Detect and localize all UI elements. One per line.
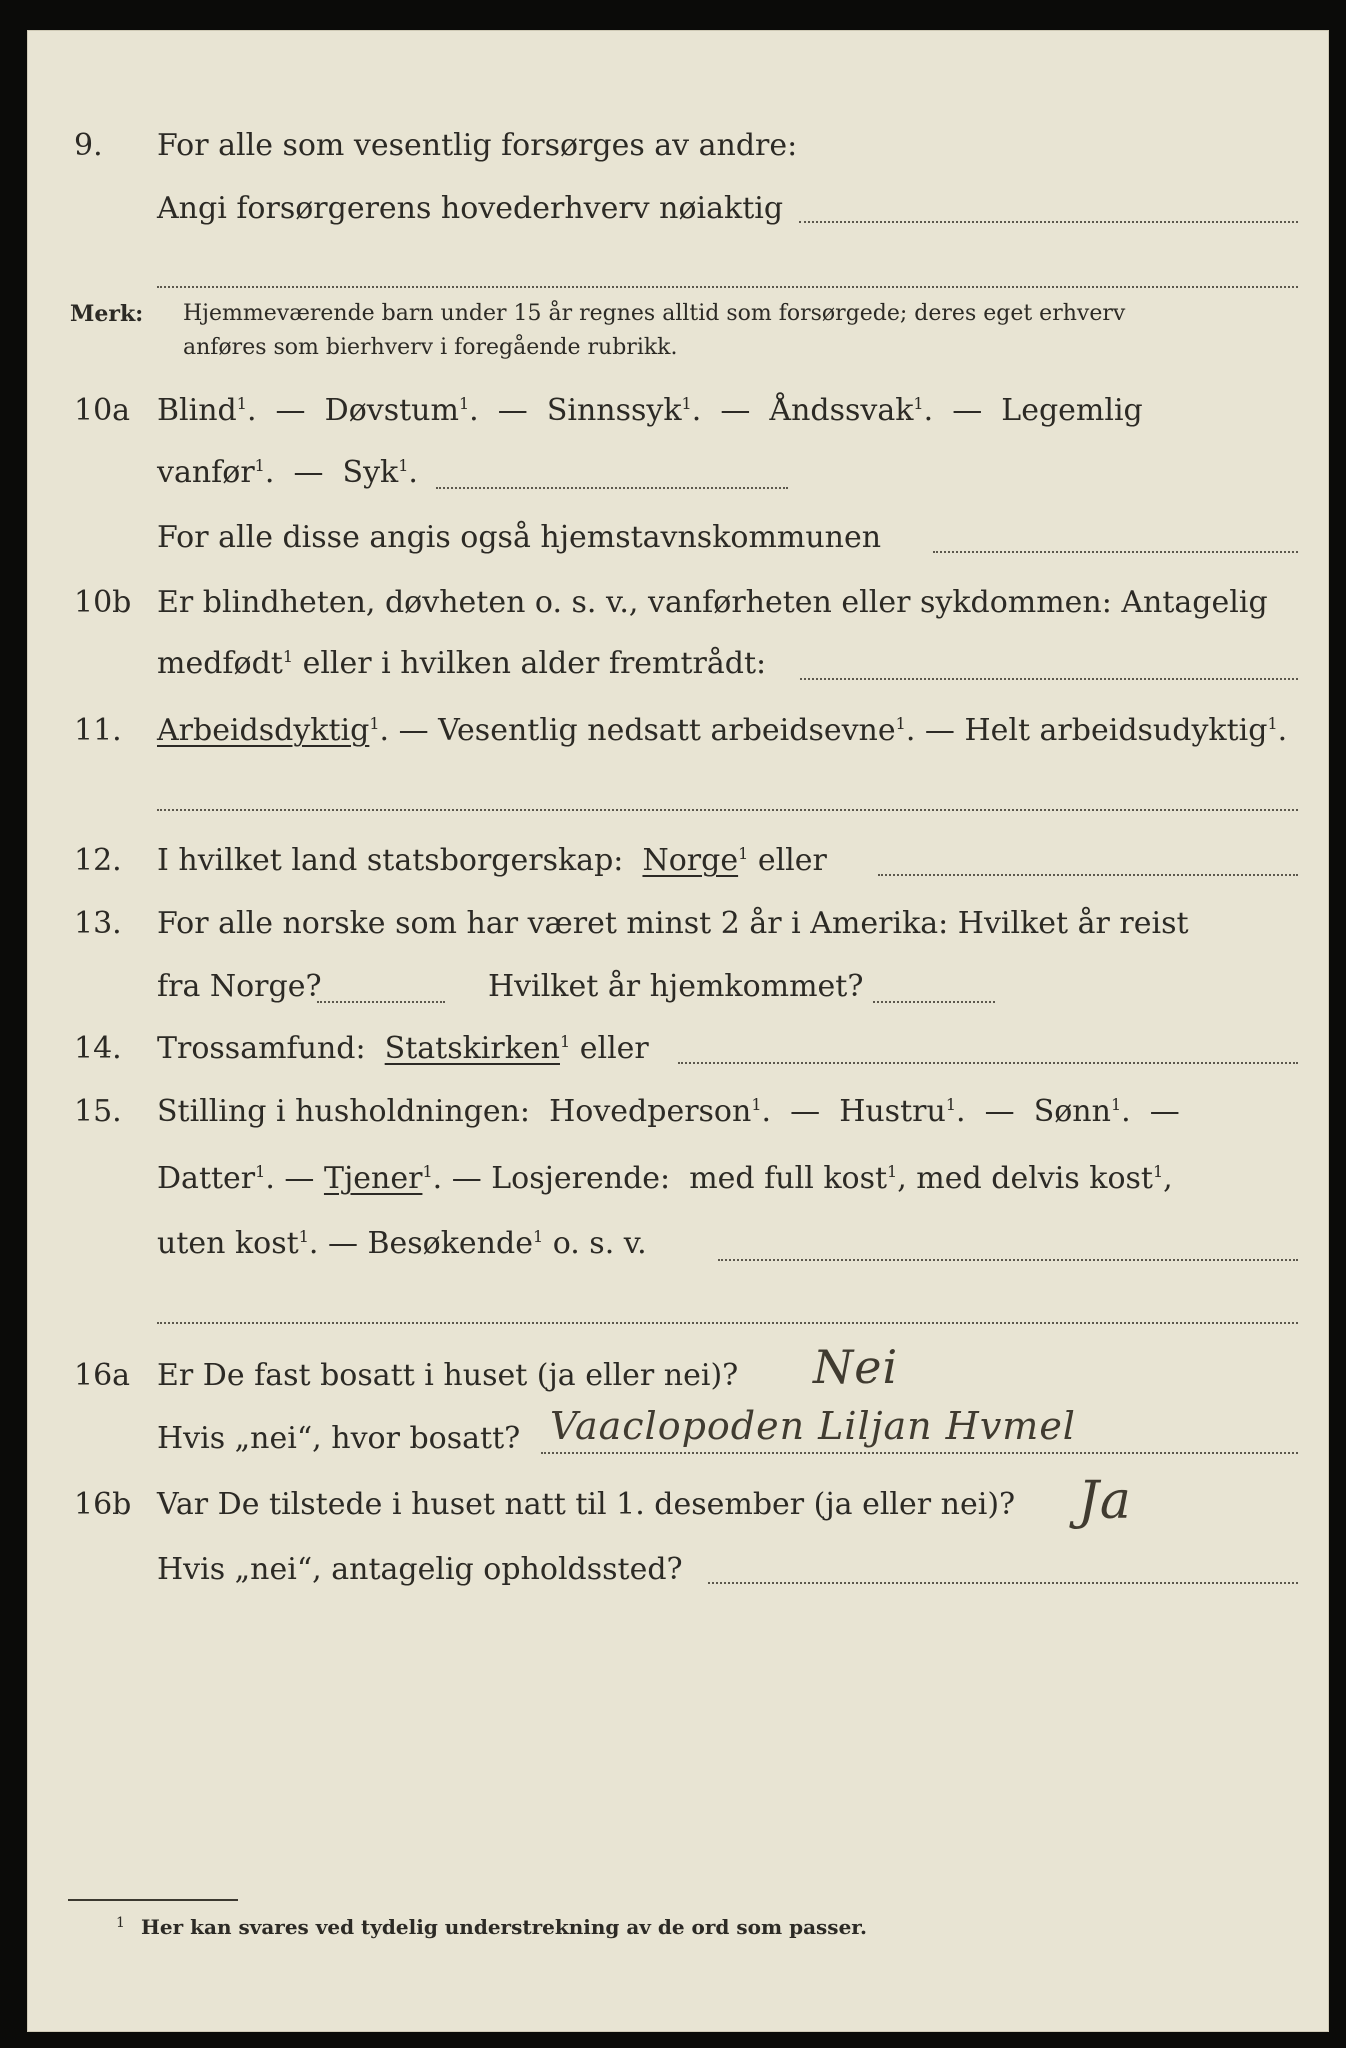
q10a-hjemstavn-line[interactable] <box>933 551 1298 553</box>
option-besokende[interactable]: Besøkende <box>367 1226 533 1261</box>
q15-line1: Stilling i husholdningen: Hovedperson$^1$. — Hustru$^1$. — Sønn$^1$. — <box>157 1094 1180 1129</box>
footnote-marker: 1 <box>116 1915 125 1931</box>
q13-number: 13. <box>74 906 122 941</box>
option-tjener-underlined[interactable]: Tjener <box>323 1161 423 1196</box>
q16a-number: 16a <box>74 1358 131 1393</box>
q11-line: Arbeidsdyktig$^1$. — Vesentlig nedsatt arbeidsevne$^1$. — Helt arbeidsudyktig$^1$. <box>157 713 1288 748</box>
q16a-hvis-nei: Hvis „nei“, hvor bosatt? <box>157 1421 521 1456</box>
option-datter[interactable]: Datter <box>157 1161 256 1196</box>
q16b-question: Var De tilstede i huset natt til 1. desember (ja eller nei)? <box>157 1487 1016 1522</box>
option-vesentlig-nedsatt[interactable]: Vesentlig nedsatt arbeidsevne <box>438 713 896 748</box>
option-vanfor[interactable]: vanfør <box>157 455 255 490</box>
option-uten-kost[interactable]: uten kost <box>157 1226 299 1261</box>
census-form-page <box>27 30 1329 2032</box>
q16a-bosatt-line[interactable] <box>541 1452 1298 1454</box>
q16b-opholdssted-line[interactable] <box>708 1582 1298 1584</box>
q10a-line2: vanfør$^1$. — Syk$^1$. <box>157 455 418 490</box>
q16a-bosatt-handwritten[interactable]: Vaaclopoden Liljan Hvmel <box>550 1404 1076 1448</box>
option-statskirken-underlined[interactable]: Statskirken <box>384 1031 560 1066</box>
option-syk[interactable]: Syk <box>342 455 399 490</box>
q14-line: Trossamfund: Statskirken$^1$ eller <box>157 1031 649 1066</box>
q16b-handwritten-answer[interactable]: Ja <box>1078 1471 1132 1531</box>
option-hovedperson[interactable]: Hovedperson <box>549 1094 752 1129</box>
q10b-number: 10b <box>74 585 132 620</box>
merk-label: Merk: <box>70 301 144 327</box>
q14-answer-line[interactable] <box>678 1062 1298 1064</box>
q10b-line2: medfødt$^1$ eller i hvilken alder fremtrådt: <box>157 646 767 681</box>
q15-answer-line[interactable] <box>718 1259 1298 1261</box>
footnote-text: Her kan svares ved tydelig understrekning av de ord som passer. <box>141 1915 867 1939</box>
option-sonn[interactable]: Sønn <box>1033 1094 1111 1129</box>
q9-line2: Angi forsørgerens hovederhverv nøiaktig <box>157 191 784 226</box>
option-norge-underlined[interactable]: Norge <box>642 843 739 878</box>
option-hustru[interactable]: Hustru <box>839 1094 946 1129</box>
q13-hjemkommet: Hvilket år hjemkommet? <box>488 969 864 1004</box>
merk-line1: Hjemmeværende barn under 15 år regnes alltid som forsørgede; deres eget erhverv <box>183 301 1126 326</box>
merk-line2: anføres som bierhverv i foregående rubrikk. <box>183 335 678 360</box>
option-arbeidsdyktig-underlined[interactable]: Arbeidsdyktig <box>157 713 370 748</box>
option-medfodt[interactable]: medfødt <box>157 646 283 681</box>
footnote-rule <box>68 1899 238 1901</box>
q10a-line3: For alle disse angis også hjemstavnskommunen <box>157 520 882 555</box>
q10a-line1: Blind$^1$. — Døvstum$^1$. — Sinnssyk$^1$. — Åndssvak$^1$. — Legemlig <box>157 393 1143 428</box>
q9-number: 9. <box>74 128 103 163</box>
option-legemlig[interactable]: Legemlig <box>1001 393 1143 428</box>
q9-line1: For alle som vesentlig forsørges av andre: <box>157 128 798 163</box>
q12-line: I hvilket land statsborgerskap: Norge$^1$ eller <box>157 843 827 878</box>
option-blind[interactable]: Blind <box>157 393 237 428</box>
q13-hjemkommet-line[interactable] <box>873 1001 995 1003</box>
q16a-handwritten-answer[interactable]: Nei <box>813 1340 899 1394</box>
q16a-question: Er De fast bosatt i huset (ja eller nei)? <box>157 1358 739 1393</box>
q12-number: 12. <box>74 843 122 878</box>
option-helt-arbeidsudyktig[interactable]: Helt arbeidsudyktig <box>964 713 1268 748</box>
q16b-number: 16b <box>74 1487 132 1522</box>
q12-answer-line[interactable] <box>878 874 1298 876</box>
option-andssvak[interactable]: Åndssvak <box>769 393 914 428</box>
q15-line2: Datter$^1$. — Tjener$^1$. — Losjerende: med full kost$^1$, med delvis kost$^1$, <box>157 1161 1173 1196</box>
q10b-line1: Er blindheten, døvheten o. s. v., vanførheten eller sykdommen: Antagelig <box>157 585 1268 620</box>
q9-answer-line[interactable] <box>799 221 1298 223</box>
option-med-full-kost[interactable]: med full kost <box>689 1161 888 1196</box>
q11-number: 11. <box>74 713 122 748</box>
q13-line1: For alle norske som har været minst 2 år i Amerika: Hvilket år reist <box>157 906 1189 941</box>
option-sinnssyk[interactable]: Sinnssyk <box>546 393 682 428</box>
q13-fra-norge: fra Norge? <box>157 969 322 1004</box>
q10b-answer-line[interactable] <box>800 678 1298 680</box>
q11-answer-line[interactable] <box>157 809 1298 811</box>
option-med-delvis-kost[interactable]: med delvis kost <box>916 1161 1153 1196</box>
q14-number: 14. <box>74 1031 122 1066</box>
q16b-hvis-nei: Hvis „nei“, antagelig opholdssted? <box>157 1552 683 1587</box>
q10a-number: 10a <box>74 393 131 428</box>
q15-answer-line-2[interactable] <box>157 1322 1298 1324</box>
option-dovstum[interactable]: Døvstum <box>324 393 459 428</box>
q10a-answer-line[interactable] <box>436 487 788 489</box>
q15-line3: uten kost$^1$. — Besøkende$^1$ o. s. v. <box>157 1226 647 1261</box>
q9-answer-line-2[interactable] <box>157 286 1298 288</box>
q13-reist-line[interactable] <box>317 1001 445 1003</box>
q15-number: 15. <box>74 1094 122 1129</box>
